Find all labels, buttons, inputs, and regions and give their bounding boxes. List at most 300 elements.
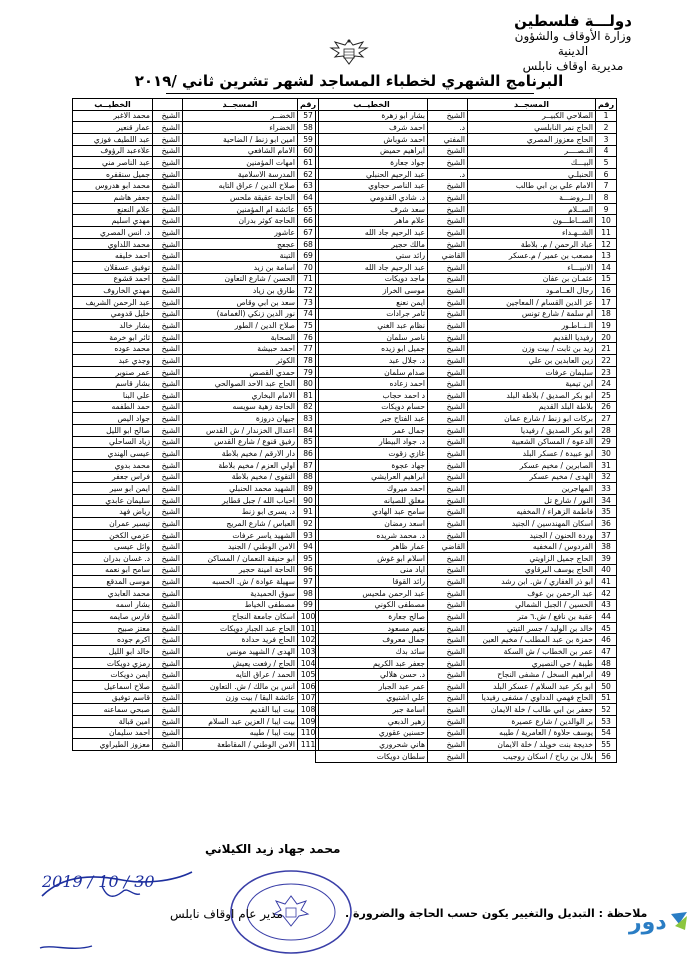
row-number: 27 xyxy=(596,413,617,425)
preacher-name: عمار قنعير xyxy=(73,122,153,134)
row-number: 26 xyxy=(596,401,617,413)
mosque-name: الحاج نمر النابلسي xyxy=(468,122,596,134)
preacher-name: جواد اليص xyxy=(73,413,153,425)
preacher-name: رمزي دويكات xyxy=(73,657,153,669)
table-row xyxy=(316,483,617,495)
preacher-name: مهدي اسليم xyxy=(73,215,153,227)
row-number: 61 xyxy=(298,157,319,169)
row-number: 74 xyxy=(298,308,319,320)
preacher-title: الشيخ xyxy=(428,308,468,320)
preacher-title: الشيخ xyxy=(428,436,468,448)
table-row xyxy=(316,180,617,192)
preacher-title: الشيخ xyxy=(428,739,468,751)
row-number: 6 xyxy=(596,168,617,180)
mosque-name: النـصــــر xyxy=(468,145,596,157)
preacher-name: ايمن ابو سير xyxy=(73,483,153,495)
col-header-mosque: المسجــد xyxy=(183,99,298,111)
table-row xyxy=(316,308,617,320)
row-number: 93 xyxy=(298,529,319,541)
table-row xyxy=(73,308,319,320)
preacher-name: عمار ظاهر xyxy=(316,541,428,553)
row-number: 103 xyxy=(298,646,319,658)
preacher-name: موسى المدقع xyxy=(73,576,153,588)
mosque-name: زيد بن ثابت / بيت وزن xyxy=(468,343,596,355)
preacher-name: رائد القوقا xyxy=(316,576,428,588)
publisher-logo xyxy=(625,908,691,946)
preacher-name: فارس صايمه xyxy=(73,611,153,623)
mosque-name: المدرسة الاسلامية xyxy=(183,168,298,180)
mosque-name: ابو بكر الصديق / بلاطة البلد xyxy=(468,390,596,402)
preacher-title: الشيخ xyxy=(428,273,468,285)
table-row xyxy=(316,587,617,599)
preacher-name: احمد قشوع xyxy=(73,273,153,285)
table-row xyxy=(316,646,617,658)
table-row xyxy=(73,296,319,308)
preacher-name: عبد الرحمن الشريف xyxy=(73,296,153,308)
row-number: 79 xyxy=(298,366,319,378)
preacher-name: احمد شوباش xyxy=(316,133,428,145)
table-row xyxy=(316,401,617,413)
preacher-title: د. xyxy=(428,168,468,180)
mosque-name: عبد الرحمن بن عوف xyxy=(468,587,596,599)
preacher-title: الشيخ xyxy=(428,599,468,611)
row-number: 43 xyxy=(596,599,617,611)
mosque-name: مصطفى الخياط xyxy=(183,599,298,611)
mosque-name: الانبيـــاء xyxy=(468,261,596,273)
table-row xyxy=(73,366,319,378)
row-number: 42 xyxy=(596,587,617,599)
preacher-name: زياد الساحلي xyxy=(73,436,153,448)
preacher-title: الشيخ xyxy=(428,261,468,273)
table-row xyxy=(73,215,319,227)
table-row xyxy=(316,366,617,378)
table-row xyxy=(316,227,617,239)
preacher-name: بشار خالد xyxy=(73,320,153,332)
table-row xyxy=(73,471,319,483)
row-number: 18 xyxy=(596,308,617,320)
preacher-title: الشيخ xyxy=(153,576,183,588)
row-number: 80 xyxy=(298,378,319,390)
table-row xyxy=(73,727,319,739)
schedule-table-right xyxy=(315,98,617,763)
preacher-name: سلطان دويكات xyxy=(316,750,428,762)
preacher-name: مغلق للصيانه xyxy=(316,494,428,506)
preacher-name: د. حسن هلالي xyxy=(316,669,428,681)
col-header-num: رقم xyxy=(596,99,617,111)
preacher-name: اسعد رمضان xyxy=(316,518,428,530)
preacher-name: عبد الرحيم جاد الله xyxy=(316,227,428,239)
mosque-name: الحاجة زهية سويسه xyxy=(183,401,298,413)
mosque-name: الحمد / عراق التايه xyxy=(183,669,298,681)
preacher-name: علي اشتيوي xyxy=(316,692,428,704)
row-number: 88 xyxy=(298,471,319,483)
row-number: 36 xyxy=(596,518,617,530)
preacher-name: معزوز الطيراوي xyxy=(73,739,153,751)
table-row xyxy=(73,587,319,599)
preacher-name: اياد منى xyxy=(316,564,428,576)
schedule-note: ملاحظة : التبديل والتغيير يكون حسب الحاجة والضرورة . xyxy=(345,907,648,920)
row-number: 4 xyxy=(596,145,617,157)
preacher-name: د. غسان بدران xyxy=(73,552,153,564)
preacher-name: قاسم توفيق xyxy=(73,692,153,704)
preacher-name: احمد سليمان xyxy=(73,727,153,739)
table-row xyxy=(316,285,617,297)
mosque-name: د. يسرى ابو زنط xyxy=(183,506,298,518)
mosque-name: بلال بن رباح / اسكان روجيب xyxy=(468,750,596,762)
preacher-name: جمال عمر xyxy=(316,424,428,436)
preacher-name: نعيم مسعود xyxy=(316,622,428,634)
preacher-title: الشيخ xyxy=(153,378,183,390)
preacher-name: د. انس المصري xyxy=(73,227,153,239)
mosque-name: اعتدال الخزندار / ش القدس xyxy=(183,424,298,436)
preacher-title: المفتي xyxy=(428,133,468,145)
preacher-name: خليل قدومي xyxy=(73,308,153,320)
mosque-name: الحاج جميل الزاويتي xyxy=(468,552,596,564)
preacher-title: الشيخ xyxy=(153,238,183,250)
table-row xyxy=(316,261,617,273)
row-number: 68 xyxy=(298,238,319,250)
preacher-title: الشيخ xyxy=(428,390,468,402)
preacher-title: الشيخ xyxy=(153,471,183,483)
handwritten-date: 2019 / 10 / 30 xyxy=(42,872,155,891)
row-number: 92 xyxy=(298,518,319,530)
table-row xyxy=(316,727,617,739)
preacher-title: الشيخ xyxy=(428,669,468,681)
mosque-name: الحاج يوسف البرقاوي xyxy=(468,564,596,576)
mosque-name: صلاح الدين / عراق التايه xyxy=(183,180,298,192)
table-row xyxy=(73,634,319,646)
preacher-name: د. شادي القدومي xyxy=(316,192,428,204)
preacher-title: الشيخ xyxy=(428,424,468,436)
col-header-mosque: المسجــد xyxy=(468,99,596,111)
table-row xyxy=(316,238,617,250)
table-row xyxy=(73,413,319,425)
table-row xyxy=(73,261,319,273)
mosque-name: الامام الشافعي xyxy=(183,145,298,157)
preacher-title: القاضي xyxy=(428,541,468,553)
mosque-name: عائشة ام المؤمنين xyxy=(183,203,298,215)
preacher-name: صالح ابو الليل xyxy=(73,424,153,436)
mosque-name: الشهيد ياسر عرفات xyxy=(183,529,298,541)
preacher-name: تيسير عمران xyxy=(73,518,153,530)
mosque-name: الخضراء xyxy=(183,122,298,134)
mosque-name: الحاجة عقيقة ملحس xyxy=(183,192,298,204)
preacher-name: ثائر ابو خرمة xyxy=(73,331,153,343)
preacher-title: الشيخ xyxy=(428,296,468,308)
mosque-name: الحسن / شارع التعاون xyxy=(183,273,298,285)
table-row xyxy=(73,681,319,693)
table-row xyxy=(73,494,319,506)
preacher-title: الشيخ xyxy=(428,576,468,588)
table-row xyxy=(73,401,319,413)
mosque-name: نور الدين زنكي (الغمامة) xyxy=(183,308,298,320)
row-number: 81 xyxy=(298,390,319,402)
row-number: 51 xyxy=(596,692,617,704)
row-number: 49 xyxy=(596,669,617,681)
table-row xyxy=(316,622,617,634)
preacher-title: الشيخ xyxy=(428,483,468,495)
mosque-name: عز الدين القسام / المعاجين xyxy=(468,296,596,308)
row-number: 97 xyxy=(298,576,319,588)
preacher-title: الشيخ xyxy=(153,250,183,262)
row-number: 86 xyxy=(298,448,319,460)
preacher-name: ابراهيم حميض xyxy=(316,145,428,157)
preacher-title: الشيخ xyxy=(153,261,183,273)
mosque-name: الحاج عبد الاحد الصوالحي xyxy=(183,378,298,390)
preacher-name: عبد الناصر مني xyxy=(73,157,153,169)
table-row xyxy=(316,529,617,541)
preacher-name: جعفر عبد الكريم xyxy=(316,657,428,669)
table-row xyxy=(73,331,319,343)
table-row xyxy=(316,296,617,308)
preacher-name: علي البنا xyxy=(73,390,153,402)
preacher-name: بشار قاسم xyxy=(73,378,153,390)
preacher-title: الشيخ xyxy=(428,157,468,169)
row-number: 90 xyxy=(298,494,319,506)
mosque-name: انس بن مالك / ش. التعاون xyxy=(183,681,298,693)
table-row xyxy=(73,133,319,145)
mosque-name: عثمـان بن عفان xyxy=(468,273,596,285)
table-row xyxy=(316,459,617,471)
preacher-title: الشيخ xyxy=(428,518,468,530)
row-number: 53 xyxy=(596,715,617,727)
mosque-name: جيهان دروزة xyxy=(183,413,298,425)
table-row xyxy=(73,424,319,436)
row-number: 75 xyxy=(298,320,319,332)
preacher-title: الشيخ xyxy=(153,727,183,739)
table-row xyxy=(316,518,617,530)
preacher-name: سائد بدك xyxy=(316,646,428,658)
preacher-title: الشيخ xyxy=(428,471,468,483)
row-number: 83 xyxy=(298,413,319,425)
table-row xyxy=(73,483,319,495)
mosque-name: الحاجة كوثر بدران xyxy=(183,215,298,227)
row-number: 25 xyxy=(596,390,617,402)
row-number: 91 xyxy=(298,506,319,518)
table-row xyxy=(316,273,617,285)
mosque-name: الامن الوطني / المقاطعة xyxy=(183,739,298,751)
preacher-name: عبد الرحيم الحنبلي xyxy=(316,168,428,180)
row-number: 3 xyxy=(596,133,617,145)
row-number: 65 xyxy=(298,203,319,215)
logo-text: دور xyxy=(629,910,667,935)
preacher-title: الشيخ xyxy=(428,320,468,332)
mosque-name: بركات ابو زنط / شارع عمان xyxy=(468,413,596,425)
row-number: 31 xyxy=(596,459,617,471)
preacher-name: محمد بدوي xyxy=(73,459,153,471)
mosque-name: المهاجرين xyxy=(468,483,596,495)
preacher-name: مصطفى الكوني xyxy=(316,599,428,611)
row-number: 102 xyxy=(298,634,319,646)
table-row xyxy=(73,180,319,192)
preacher-name: عمر صنوبر xyxy=(73,366,153,378)
table-row xyxy=(73,285,319,297)
table-row xyxy=(316,192,617,204)
preacher-title: الشيخ xyxy=(428,715,468,727)
row-number: 50 xyxy=(596,681,617,693)
mosque-name: عائشة البقا / بيت وزن xyxy=(183,692,298,704)
preacher-title: الشيخ xyxy=(153,203,183,215)
preacher-name: د. جواد البيطار xyxy=(316,436,428,448)
preacher-title: الشيخ xyxy=(428,506,468,518)
row-number: 21 xyxy=(596,343,617,355)
preacher-title: الشيخ xyxy=(428,727,468,739)
table-row xyxy=(73,378,319,390)
preacher-title: الشيخ xyxy=(153,692,183,704)
preacher-title: الشيخ xyxy=(153,296,183,308)
mosque-name: الصابرين / مخيم عسكر xyxy=(468,459,596,471)
mosque-name: ابو بكر الصديق / رفيديا xyxy=(468,424,596,436)
mosque-name: الــروضـــة xyxy=(468,192,596,204)
preacher-title: الشيخ xyxy=(153,424,183,436)
table-row xyxy=(73,227,319,239)
row-number: 24 xyxy=(596,378,617,390)
preacher-title: الشيخ xyxy=(153,401,183,413)
preacher-title: الشيخ xyxy=(428,681,468,693)
preacher-title: الشيخ xyxy=(428,192,468,204)
row-number: 64 xyxy=(298,192,319,204)
table-row xyxy=(316,343,617,355)
mosque-name: بلاطة البلد القديم xyxy=(468,401,596,413)
row-number: 54 xyxy=(596,727,617,739)
row-number: 57 xyxy=(298,110,319,122)
table-row xyxy=(316,110,617,122)
table-row xyxy=(316,157,617,169)
preacher-name: اسامة جبر xyxy=(316,704,428,716)
preacher-title: الشيخ xyxy=(428,564,468,576)
table-row xyxy=(316,657,617,669)
row-number: 104 xyxy=(298,657,319,669)
mosque-name: عجعج xyxy=(183,238,298,250)
row-number: 39 xyxy=(596,552,617,564)
preacher-title: الشيخ xyxy=(153,506,183,518)
preacher-title: الشيخ xyxy=(153,192,183,204)
preacher-name: محمد العابدي xyxy=(73,587,153,599)
table-row xyxy=(316,541,617,553)
mosque-name: امهات المؤمنين xyxy=(183,157,298,169)
row-number: 30 xyxy=(596,448,617,460)
mosque-name: بيت ايبا القديم xyxy=(183,704,298,716)
table-row xyxy=(73,238,319,250)
table-row xyxy=(73,541,319,553)
preacher-title: الشيخ xyxy=(153,622,183,634)
preacher-title: الشيخ xyxy=(428,145,468,157)
row-number: 110 xyxy=(298,727,319,739)
preacher-name: عبد الرحيم جاد الله xyxy=(316,261,428,273)
preacher-name: عبد اللطيف فوزي xyxy=(73,133,153,145)
preacher-name: احمد ميروك xyxy=(316,483,428,495)
mosque-name: البيـــك xyxy=(468,157,596,169)
row-number: 40 xyxy=(596,564,617,576)
row-number: 20 xyxy=(596,331,617,343)
preacher-name: اكرم جوده xyxy=(73,634,153,646)
mosque-name: فاطمة الزهراء / المخفيه xyxy=(468,506,596,518)
row-number: 89 xyxy=(298,483,319,495)
preacher-name: جمال معروف xyxy=(316,634,428,646)
row-number: 55 xyxy=(596,739,617,751)
mosque-name: الصلاحي الكبيــر xyxy=(468,110,596,122)
preacher-title: الشيخ xyxy=(428,110,468,122)
preacher-name: عبد الرحمن ملحيس xyxy=(316,587,428,599)
preacher-title: الشيخ xyxy=(153,320,183,332)
mosque-name: الحاجة امينة حجير xyxy=(183,564,298,576)
preacher-title: الشيخ xyxy=(153,739,183,751)
mosque-name: الفردوس / المخفيه xyxy=(468,541,596,553)
table-row xyxy=(316,250,617,262)
row-number: 12 xyxy=(596,238,617,250)
mosque-name: امين ابو زنط / الضاحية xyxy=(183,133,298,145)
table-row xyxy=(73,448,319,460)
preacher-name: احمد شرف xyxy=(316,122,428,134)
mosque-name: الحاج / رفعت يعيش xyxy=(183,657,298,669)
row-number: 63 xyxy=(298,180,319,192)
preacher-title: الشيخ xyxy=(153,122,183,134)
preacher-title: الشيخ xyxy=(428,494,468,506)
table-row xyxy=(316,576,617,588)
preacher-name: جميل ابو زيده xyxy=(316,343,428,355)
preacher-name: رائد ستي xyxy=(316,250,428,262)
preacher-name: امين قبالة xyxy=(73,715,153,727)
preacher-title: الشيخ xyxy=(428,215,468,227)
preacher-title: الشيخ xyxy=(428,587,468,599)
row-number: 32 xyxy=(596,471,617,483)
mosque-name: الشــهـداء xyxy=(468,227,596,239)
row-number: 47 xyxy=(596,646,617,658)
preacher-name: محمد الاغبر xyxy=(73,110,153,122)
preacher-name: سليمان عابدي xyxy=(73,494,153,506)
row-number: 5 xyxy=(596,157,617,169)
preacher-name: عمر عبد الجبار xyxy=(316,681,428,693)
row-number: 58 xyxy=(298,122,319,134)
table-row xyxy=(73,657,319,669)
ministry-name: وزارة الأوقاف والشؤون الدينية xyxy=(514,29,632,58)
mosque-name: يوسف حلاوة / العامرية / طيبه xyxy=(468,727,596,739)
table-row xyxy=(316,133,617,145)
mosque-name: الخضــر xyxy=(183,110,298,122)
mosque-name: سعد بن ابي وقاص xyxy=(183,296,298,308)
mosque-name: مصعب بن عمير / م.عسكر xyxy=(468,250,596,262)
preacher-title: الشيخ xyxy=(428,238,468,250)
table-row xyxy=(73,110,319,122)
preacher-title: الشيخ xyxy=(153,413,183,425)
preacher-title: الشيخ xyxy=(153,611,183,623)
table-header-row xyxy=(316,99,617,111)
mosque-name: طارق بن زياد xyxy=(183,285,298,297)
preacher-title: الشيخ xyxy=(153,634,183,646)
preacher-title: الشيخ xyxy=(153,669,183,681)
row-number: 38 xyxy=(596,541,617,553)
row-number: 109 xyxy=(298,715,319,727)
mosque-name: رجال العــامـود xyxy=(468,285,596,297)
preacher-name: جميل سنقفره xyxy=(73,168,153,180)
table-row xyxy=(73,203,319,215)
mosque-name: الـنــاطـور xyxy=(468,320,596,332)
table-row xyxy=(316,320,617,332)
ministry-header xyxy=(498,14,648,74)
preacher-name: زهير الدبعي xyxy=(316,715,428,727)
table-row xyxy=(73,704,319,716)
row-number: 14 xyxy=(596,261,617,273)
preacher-title: الشيخ xyxy=(153,587,183,599)
col-header-preacher: الخطيــب xyxy=(316,99,428,111)
preacher-name: مالك حجير xyxy=(316,238,428,250)
preacher-title: الشيخ xyxy=(153,133,183,145)
table-row xyxy=(73,459,319,471)
state-name: دولـــة فلسطين xyxy=(514,12,632,30)
mosque-name: الامام البخاري xyxy=(183,390,298,402)
preacher-name: سامح عبد الهادي xyxy=(316,506,428,518)
preacher-name: جهاد عجوة xyxy=(316,459,428,471)
